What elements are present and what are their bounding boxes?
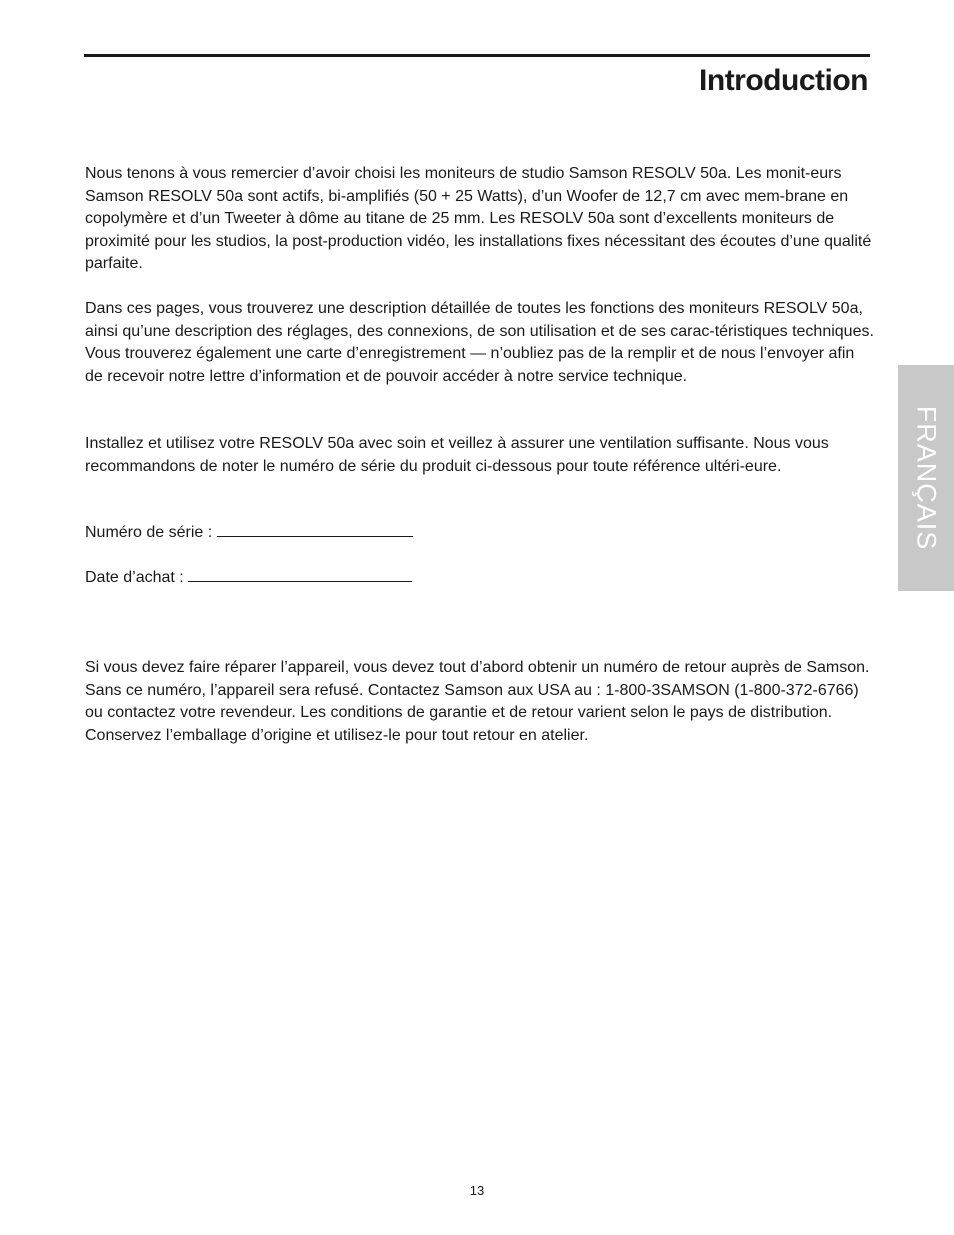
intro-paragraph-overview: Dans ces pages, vous trouverez une description détaillée de toutes les fonctions des moniteurs RESOLV 50a, ainsi qu’une description des réglages, des connexions, de son utilisation et de ses carac-téristiques techniques. Vous trouverez également une carte d’enregistrement — n’oubliez pas de la remplir et de nous l’envoyer afin de recevoir notre lettre d’information et de pouvoir accéder à notre service technique. [85,300,874,385]
purchase-date-field [85,567,875,590]
intro-paragraph-thanks: Nous tenons à vous remercier d’avoir choisi les moniteurs de studio Samson RESOLV 50a. Les monit-eurs Samson RESOLV 50a sont actifs, bi-amplifiés (50 + 25 Watts), d’un Woofer de 12,7 cm avec mem-brane en copolymère et d’un Tweeter à dôme au titane de 25 mm. Les RESOLV 50a sont d’excellents moniteurs de proximité pour les studios, la post-production vidéo, les installations fixes nécessitant des écoutes d’une qualité parfaite. [85,165,872,272]
language-tab-label: FRANÇAIS [911,405,942,551]
page-title: Introduction [699,64,868,97]
intro-paragraph-installation: Installez et utilisez votre RESOLV 50a avec soin et veillez à assurer une ventilation suffisante. Nous vous recommandons de noter le numéro de série du produit ci-dessous pour toute référence ultéri-eure. [85,435,829,475]
serial-number-blank [217,522,413,537]
header-rule [84,54,870,57]
intro-paragraph-service: Si vous devez faire réparer l’appareil, vous devez tout d’abord obtenir un numéro de retour auprès de Samson. Sans ce numéro, l’appareil sera refusé. Contactez Samson aux USA au : 1-800-3SAMSON (1-800-372-6766) ou contactez votre revendeur. Les conditions de garantie et de retour varient selon le pays de distribution. Conservez l’emballage d’origine et utilisez-le pour tout retour en atelier. [85,659,870,744]
purchase-date-label: Date d’achat : [85,569,184,586]
serial-number-field [85,522,875,545]
page-number: 13 [469,1183,485,1198]
language-tab [898,365,954,591]
serial-number-label: Numéro de série : [85,524,213,541]
purchase-date-blank [188,567,412,582]
